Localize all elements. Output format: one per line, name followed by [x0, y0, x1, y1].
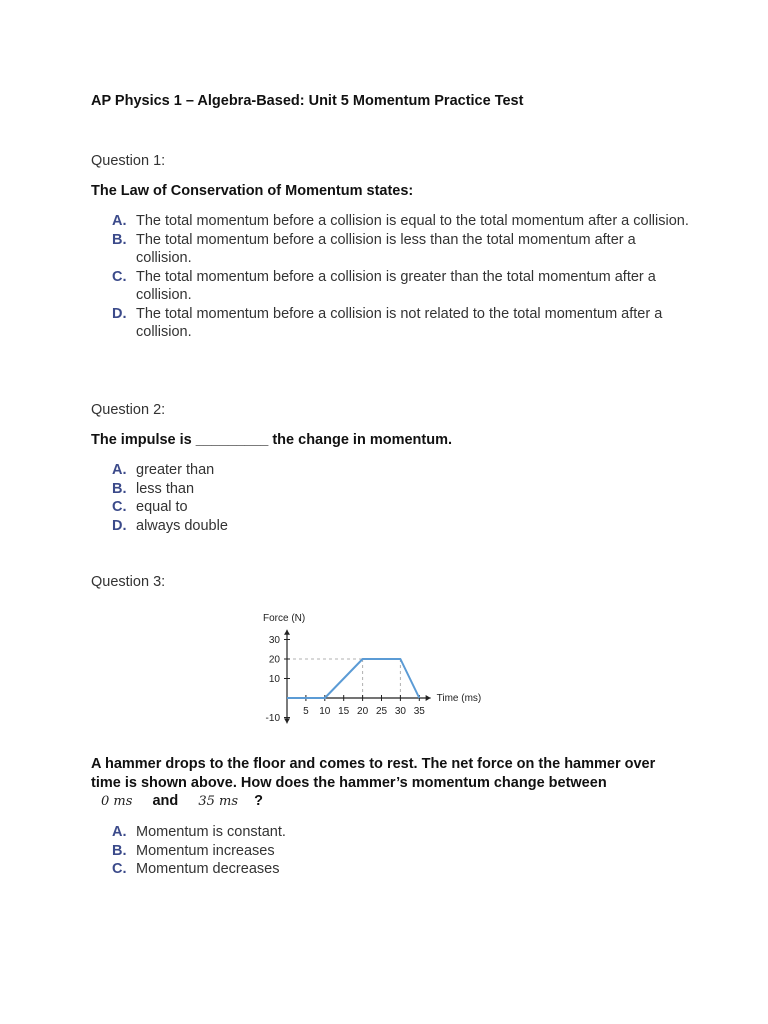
option-letter: C. [112, 268, 127, 285]
x-tick-label: 15 [338, 706, 350, 717]
question-3-option-a [112, 823, 692, 842]
question-2-option-a [112, 461, 692, 480]
option-letter: A. [112, 213, 127, 229]
x-tick-label: 30 [394, 706, 406, 717]
question-2-stem: The impulse is _________ the change in momentum. [91, 432, 453, 448]
y-tick-label: -10 [265, 713, 280, 724]
y-tick-label: 20 [268, 654, 280, 666]
option-text: Momentum increases [136, 842, 275, 859]
option-letter: B. [112, 480, 127, 497]
option-text: greater than [136, 462, 215, 478]
option-text: always double [136, 517, 228, 534]
question-1-stem: The Law of Conservation of Momentum states: [91, 183, 414, 199]
option-text: Momentum decreases [136, 861, 280, 877]
time-start: 0 ms [101, 794, 133, 809]
time-end: 35 ms [198, 794, 238, 809]
stem-question-mark: ? [254, 793, 263, 809]
option-text: The total momentum before a collision is not related to the total momentum after a collision. [136, 305, 663, 340]
y-axis-arrow-down [284, 718, 290, 723]
x-tick-label: 35 [413, 706, 425, 717]
question-1-option-a [112, 212, 692, 231]
question-1-options [112, 212, 692, 342]
option-letter: D. [112, 305, 127, 322]
question-2-options [112, 461, 692, 535]
question-1-option-d [112, 305, 692, 342]
option-text: The total momentum before a collision is equal to the total momentum after a collision. [136, 213, 689, 229]
option-text: equal to [136, 499, 188, 515]
question-3-label: Question 3: [91, 574, 166, 590]
question-2-option-b [112, 480, 692, 499]
y-axis-arrow-up [284, 630, 290, 635]
document-title: AP Physics 1 – Algebra-Based: Unit 5 Momentum Practice Test [91, 93, 524, 109]
question-3-stem-line-3 [91, 792, 691, 812]
question-3-stem-line-2: time is shown above. How does the hammer’s momentum change between [91, 774, 607, 791]
question-1-option-c [112, 268, 692, 305]
option-letter: B. [112, 842, 127, 859]
chart-labels [263, 613, 481, 724]
question-2-label: Question 2: [91, 402, 166, 418]
option-letter: D. [112, 517, 127, 534]
question-3-stem-line-1: A hammer drops to the floor and comes to rest. The net force on the hammer over [91, 756, 656, 772]
question-2-option-c [112, 498, 692, 517]
question-3-options [112, 823, 692, 879]
y-tick-label: 10 [268, 674, 280, 685]
option-letter: B. [112, 231, 127, 248]
question-2-option-d [112, 517, 692, 536]
question-3-option-c [112, 860, 692, 879]
x-axis-arrow [426, 695, 431, 701]
x-tick-label: 10 [319, 706, 331, 717]
option-letter: C. [112, 499, 127, 515]
x-tick-label: 5 [303, 706, 309, 717]
option-text: Momentum is constant. [136, 824, 286, 840]
option-letter: A. [112, 462, 127, 478]
option-letter: C. [112, 861, 127, 877]
x-tick-label: 25 [375, 706, 388, 717]
force-series-line-1 [287, 659, 419, 698]
x-axis-title: Time (ms) [436, 693, 482, 704]
option-text: less than [136, 480, 195, 497]
y-tick-label: 30 [268, 635, 280, 646]
option-letter: A. [112, 824, 127, 840]
option-text: The total momentum before a collision is less than the total momentum after a collision. [136, 231, 636, 266]
chart-series [287, 659, 419, 698]
y-axis-title: Force (N) [263, 612, 306, 624]
force-time-graph [250, 600, 510, 740]
option-text: The total momentum before a collision is greater than the total momentum after a collision. [136, 268, 656, 303]
question-3-stem [91, 755, 691, 812]
question-3-option-b [112, 842, 692, 861]
x-tick-label: 20 [357, 706, 369, 717]
question-1-option-b [112, 231, 692, 268]
question-1-label: Question 1: [91, 153, 166, 169]
force-time-chart [250, 600, 510, 740]
stem-and: and [152, 793, 179, 809]
